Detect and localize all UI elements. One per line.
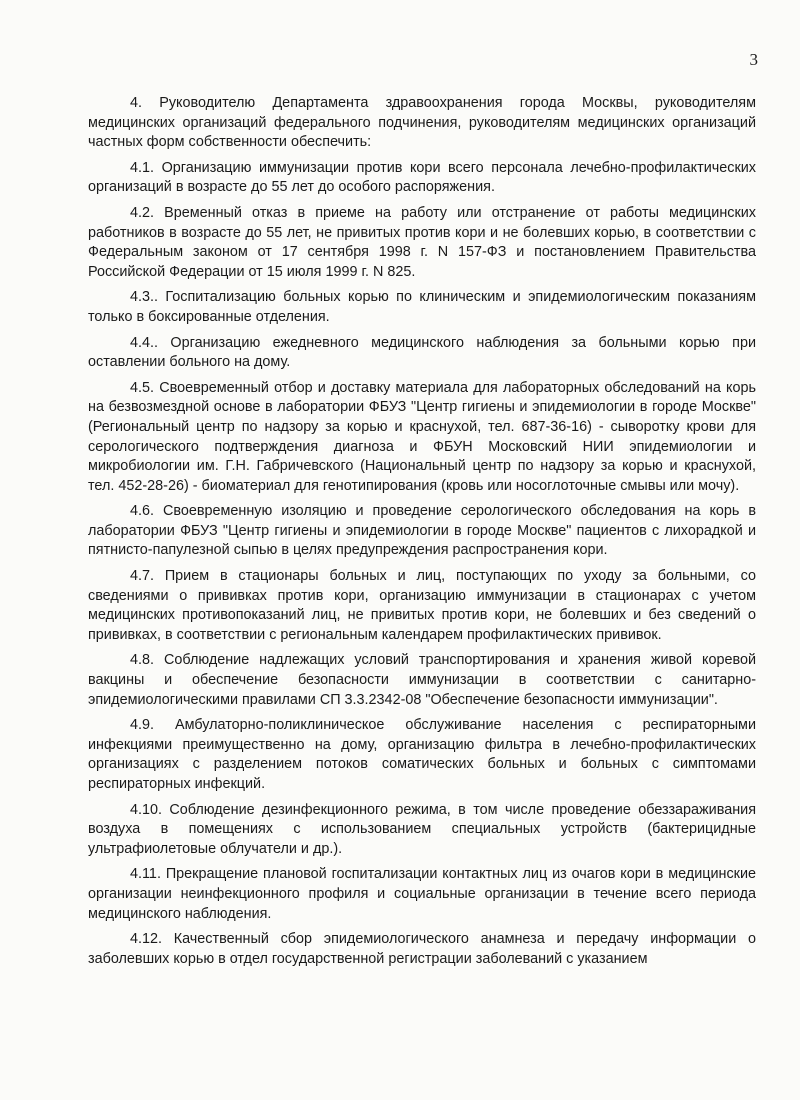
document-body — [88, 94, 756, 975]
paragraph-4-5: 4.5. Своевременный отбор и доставку материала для лабораторных обследований на корь на безвозмездной основе в лаборатории ФБУЗ "Центр гигиены и эпидемиологии в городе Москве" (Региональный центр по надзору за корью и краснухой, тел. 687-36-16) - сыворотку крови для серологического подтверждения диагноза и ФБУН Московский НИИ эпидемиологии и микробиологии им. Г.Н. Габричевского (Национальный центр по надзору за корью и краснухой, тел. 452-28-26) - биоматериал для генотипирования (кровь или носоглоточные смывы или мочу). — [88, 379, 756, 494]
paragraph-4-9: 4.9. Амбулаторно-поликлиническое обслуживание населения с респираторными инфекциями преимущественно на дому, организацию фильтра в лечебно-профилактических организациях с разделением потоков соматических больных и больных с симптомами респираторных инфекций. — [88, 717, 756, 792]
paragraph-4-11: 4.11. Прекращение плановой госпитализации контактных лиц из очагов кори в медицинские организации неинфекционного профиля и социальные организации в течение всего периода медицинского наблюдения. — [88, 866, 756, 922]
paragraph-4-7: 4.7. Прием в стационары больных и лиц, поступающих по уходу за больными, со сведениями о прививках против кори, организацию иммунизации в стационарах с учетом медицинских противопоказаний лиц, не привитых против кори, не болевших и без сведений о прививках, в соответствии с региональным календарем профилактических прививок. — [88, 568, 756, 643]
paragraph-4-10: 4.10. Соблюдение дезинфекционного режима, в том числе проведение обеззараживания воздуха в помещениях с использованием специальных устройств (бактерицидные ультрафиолетовые облучатели и др.). — [88, 801, 756, 857]
paragraph-4-3: 4.3.. Госпитализацию больных корью по клиническим и эпидемиологическим показаниям только в боксированные отделения. — [88, 289, 756, 325]
paragraph-4-2: 4.2. Временный отказ в приеме на работу или отстранение от работы медицинских работников в возрасте до 55 лет, не привитых против кори и не болевших корью, в соответствии с Федеральным законом от 17 сентября 1998 г. N 157-ФЗ и постановлением Правительства Российской Федерации от 15 июля 1999 г. N 825. — [88, 204, 756, 280]
page-number: 3 — [749, 50, 758, 69]
paragraph-4-8: 4.8. Соблюдение надлежащих условий транспортирования и хранения живой коревой вакцины и обеспечение безопасности иммунизации в соответствии с санитарно-эпидемиологическими правилами СП 3.3.2342-08 "Обеспечение безопасности иммунизации". — [88, 652, 756, 708]
paragraph-4-1: 4.1. Организацию иммунизации против кори всего персонала лечебно-профилактических организаций в возрасте до 55 лет до особого распоряжения. — [88, 159, 756, 196]
paragraph-4-4: 4.4.. Организацию ежедневного медицинского наблюдения за больными корью при оставлении больного на дому. — [88, 334, 756, 371]
paragraph-4-12: 4.12. Качественный сбор эпидемиологического анамнеза и передачу информации о заболевших корью в отдел государственной регистрации заболеваний с указанием — [88, 931, 756, 967]
paragraph-4: 4. Руководителю Департамента здравоохранения города Москвы, руководителям медицинских организаций федерального подчинения, руководителям медицинских организаций частных форм собственности обеспечить: — [88, 95, 756, 151]
paragraph-4-6: 4.6. Своевременную изоляцию и проведение серологического обследования на корь в лаборатории ФБУЗ "Центр гигиены и эпидемиологии в городе Москве" пациентов с лихорадкой и пятнисто-папулезной сыпью в целях предупреждения распространения кори. — [88, 503, 756, 559]
